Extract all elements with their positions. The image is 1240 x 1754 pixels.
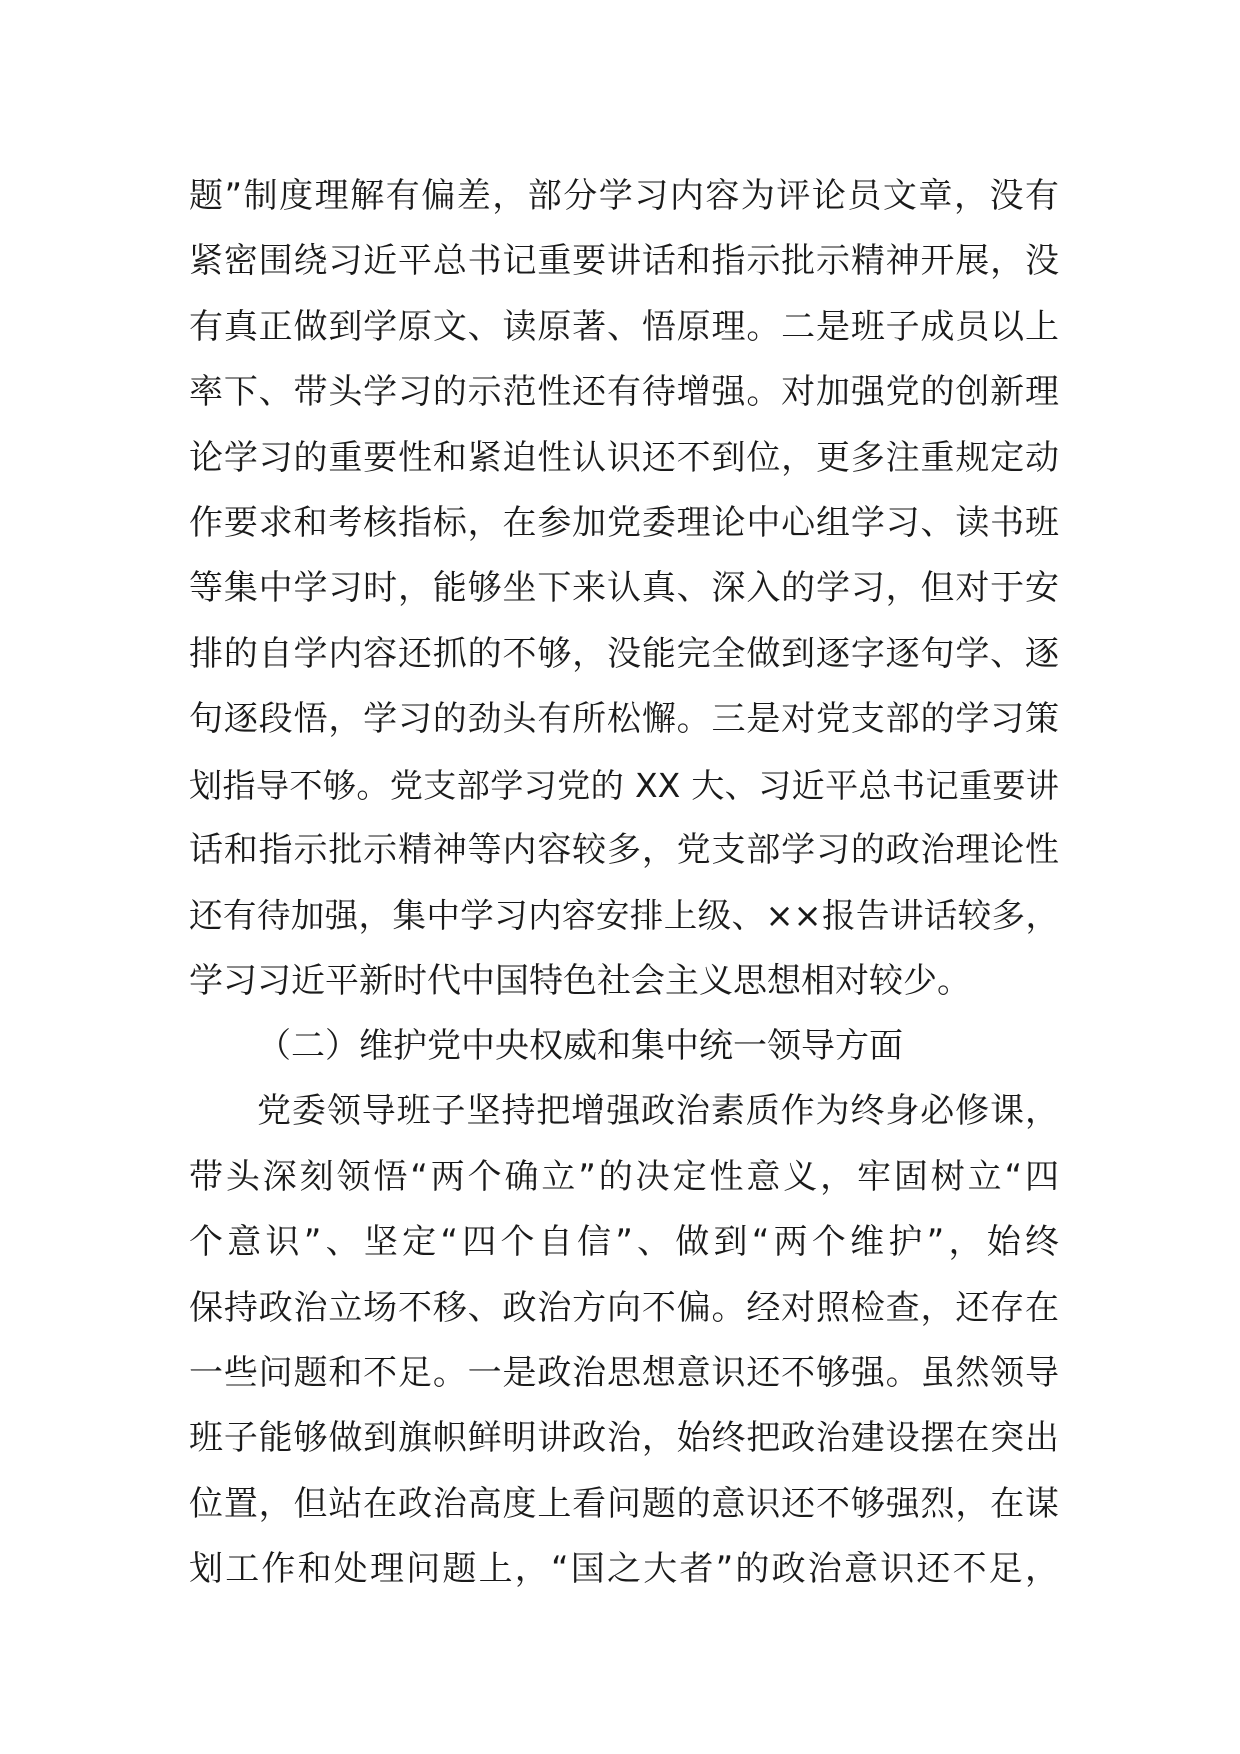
text-line: 紧密围绕习近平总书记重要讲话和指示批示精神开展，没 — [189, 241, 1059, 282]
text-line: 一些问题和不足。一是政治思想意识还不够强。虽然领导 — [189, 1353, 1059, 1394]
text-line: 个意识”、坚定“四个自信”、做到“两个维护”，始终 — [189, 1222, 1059, 1263]
text-line: 有真正做到学原文、读原著、悟原理。二是班子成员以上 — [189, 306, 1059, 347]
text-line: 带头深刻领悟“两个确立”的决定性意义，牢固树立“四 — [189, 1156, 1059, 1197]
text-line: 题”制度理解有偏差，部分学习内容为评论员文章，没有 — [189, 176, 1059, 216]
text-line: 划工作和处理问题上，“国之大者”的政治意识还不足， — [189, 1549, 1059, 1590]
text-line: 还有待加强，集中学习内容安排上级、××报告讲话较多， — [189, 896, 1059, 936]
text-line: 排的自学内容还抓的不够，没能完全做到逐字逐句学、逐 — [189, 633, 1059, 674]
text-line: 率下、带头学习的示范性还有待增强。对加强党的创新理 — [189, 372, 1059, 413]
text-line: 保持政治立场不移、政治方向不偏。经对照检查，还存在 — [189, 1287, 1059, 1328]
text-line: 党委领导班子坚持把增强政治素质作为终身必修课， — [257, 1091, 1059, 1132]
text-line: 位置，但站在政治高度上看问题的意识还不够强烈，在谋 — [189, 1483, 1059, 1524]
text-line: 等集中学习时，能够坐下来认真、深入的学习，但对于安 — [189, 568, 1059, 609]
text-line: 学习习近平新时代中国特色社会主义思想相对较少。 — [189, 960, 971, 1001]
text-line: 论学习的重要性和紧迫性认识还不到位，更多注重规定动 — [189, 437, 1059, 478]
text-line: 作要求和考核指标，在参加党委理论中心组学习、读书班 — [189, 502, 1059, 543]
body-text — [189, 164, 1059, 1603]
text-line: 句逐段悟，学习的劲头有所松懈。三是对党支部的学习策 — [189, 699, 1059, 740]
text-line: 划指导不够。党支部学习党的 XX 大、习近平总书记重要讲 — [189, 765, 1059, 805]
text-line: 话和指示批示精神等内容较多，党支部学习的政治理论性 — [189, 829, 1059, 870]
text-line: 班子能够做到旗帜鲜明讲政治，始终把政治建设摆在突出 — [189, 1418, 1059, 1459]
section-heading: （二）维护党中央权威和集中统一领导方面 — [257, 1026, 903, 1067]
